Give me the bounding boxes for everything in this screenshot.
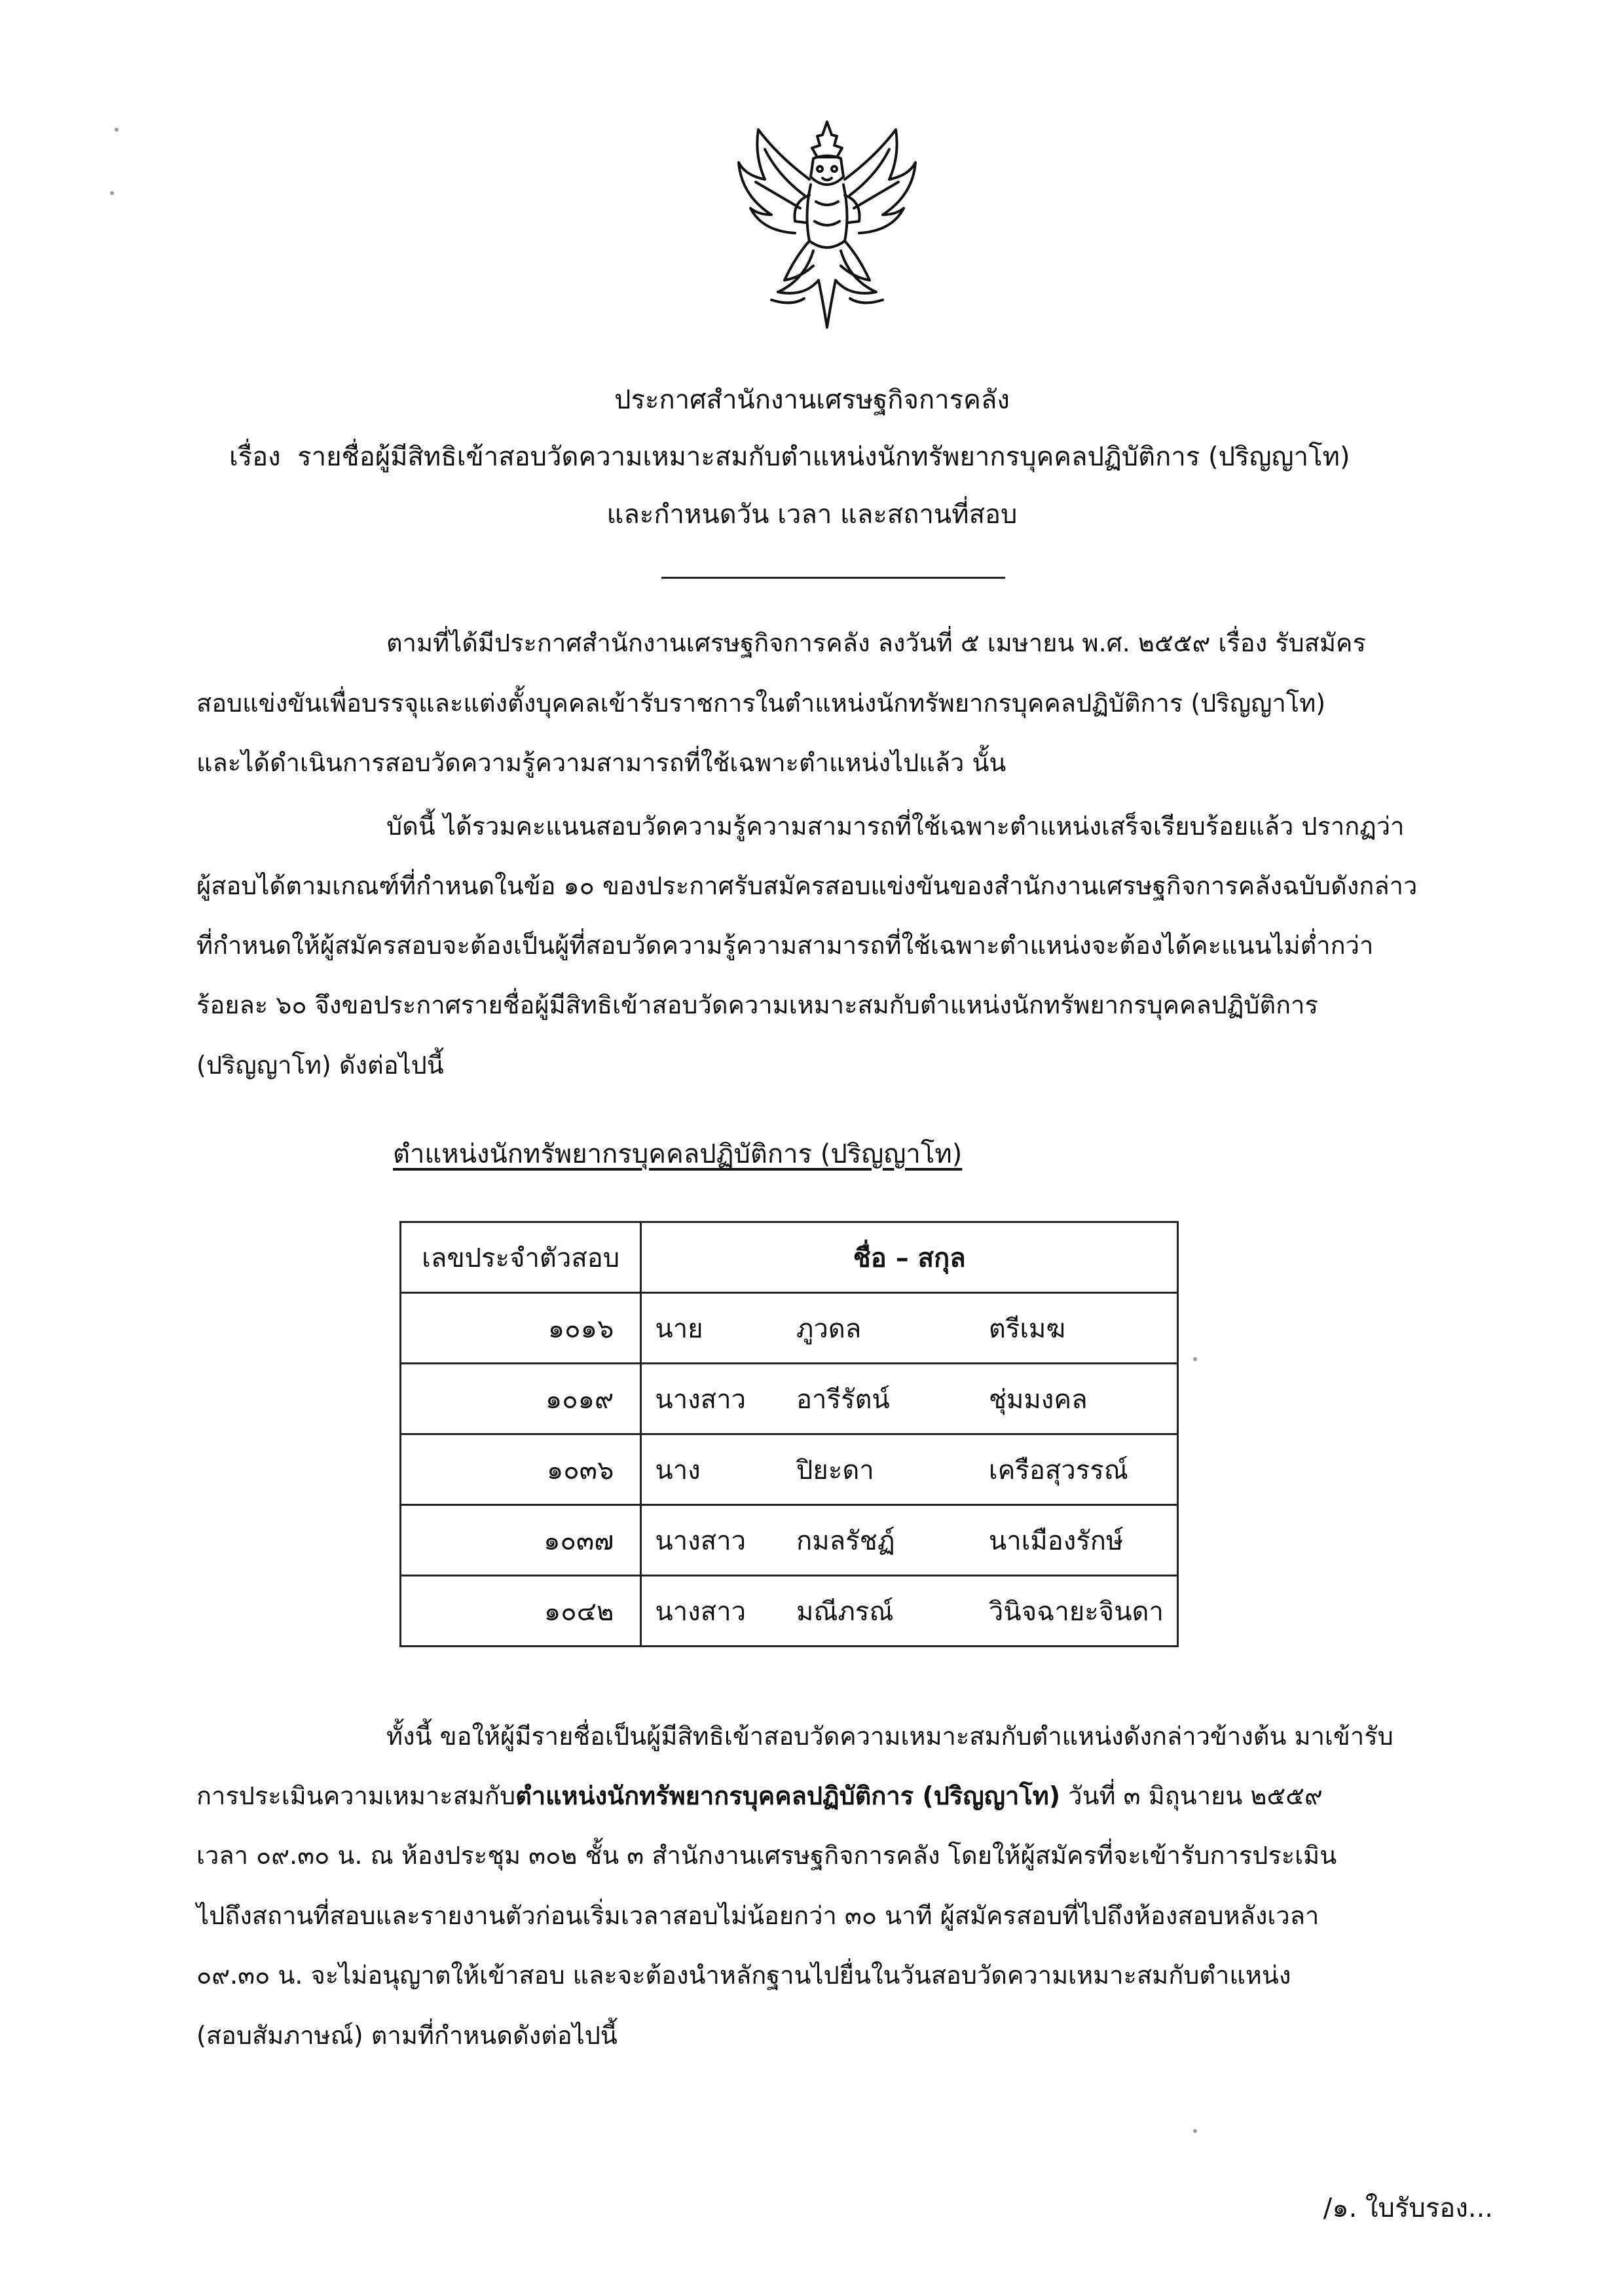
- paragraph-2-line: (ปริญญาโท) ดังต่อไปนี้: [196, 1051, 444, 1080]
- paragraph-3-line: ทั้งนี้ ขอให้ผู้มีรายชื่อเป็นผู้มีสิทธิเข้าสอบวัดความเหมาะสมกับตำแหน่งดังกล่าวข้างต้น มาเข้ารับ: [386, 1722, 1393, 1751]
- scan-speck: [1193, 2129, 1197, 2133]
- last-name-cell: ชุ่มมงคล: [976, 1364, 1178, 1434]
- last-name-cell: นาเมืองรักษ์: [976, 1505, 1178, 1576]
- paragraph-3-line: เวลา ๐๙.๓๐ น. ณ ห้องประชุม ๓๐๒ ชั้น ๓ สำนักงานเศรษฐกิจการคลัง โดยให้ผู้สมัครที่จะเข้ารับการประเมิน: [196, 1841, 1337, 1870]
- last-name-cell: เครือสุวรรณ์: [976, 1434, 1178, 1505]
- table-row: [401, 1293, 1178, 1364]
- last-name-cell: วินิจฉายะจินดา: [976, 1576, 1178, 1647]
- paragraph-1-line: และได้ดำเนินการสอบวัดความรู้ความสามารถที่ใช้เฉพาะตำแหน่งไปแล้ว นั้น: [196, 748, 1006, 777]
- paragraph-3-line: [196, 1778, 1323, 1813]
- table-row: [401, 1434, 1178, 1505]
- prefix-cell: นางสาว: [641, 1505, 783, 1576]
- first-name-cell: อารีรัตน์: [783, 1364, 976, 1434]
- paragraph-3-line: ๐๙.๓๐ น. จะไม่อนุญาตให้เข้าสอบ และจะต้องนำหลักฐานไปยื่นในวันสอบวัดความเหมาะสมกับตำแหน่ง: [196, 1961, 1291, 1990]
- prefix-cell: นาย: [641, 1293, 783, 1364]
- table-row: [401, 1576, 1178, 1647]
- scan-speck: [1193, 1357, 1197, 1361]
- header-divider: [661, 577, 1005, 579]
- prefix-cell: นางสาว: [641, 1576, 783, 1647]
- paragraph-2-line: ที่กำหนดให้ผู้สมัครสอบจะต้องเป็นผู้ที่สอบวัดความรู้ความสามารถที่ใช้เฉพาะตำแหน่งจะต้องได้คะแนนไม่ต่ำกว่า: [196, 931, 1374, 960]
- paragraph-2-line: ร้อยละ ๖๐ จึงขอประกาศรายชื่อผู้มีสิทธิเข้าสอบวัดความเหมาะสมกับตำแหน่งนักทรัพยากรบุคคลปฏิบัติการ: [196, 991, 1318, 1019]
- paragraph-3-text: การประเมินความเหมาะสมกับ: [196, 1781, 516, 1810]
- paragraph-3-position-bold: ตำแหน่งนักทรัพยากรบุคคลปฏิบัติการ (ปริญญาโท): [515, 1781, 1061, 1810]
- paragraph-2-line: บัดนี้ ได้รวมคะแนนสอบวัดความรู้ความสามารถที่ใช้เฉพาะตำแหน่งเสร็จเรียบร้อยแล้ว ปรากฏว่า: [386, 812, 1405, 841]
- exam-id-cell: ๑๐๔๒: [401, 1576, 641, 1647]
- paragraph-2-line: ผู้สอบได้ตามเกณฑ์ที่กำหนดในข้อ ๑๐ ของประกาศรับสมัครสอบแข่งขันของสำนักงานเศรษฐกิจการคลังฉบับดังกล่าว: [196, 871, 1418, 900]
- first-name-cell: ภูวดล: [783, 1293, 976, 1364]
- subject-line: [229, 439, 1473, 475]
- paragraph-1-line: สอบแข่งขันเพื่อบรรจุและแต่งตั้งบุคคลเข้ารับราชการในตำแหน่งนักทรัพยากรบุคคลปฏิบัติการ (ปริญญาโท): [196, 689, 1326, 718]
- subject-line-2: และกำหนดวัน เวลา และสถานที่สอบ: [606, 500, 1018, 530]
- table-row: [401, 1364, 1178, 1434]
- paragraph-3-line: ไปถึงสถานที่สอบและรายงานตัวก่อนเริ่มเวลาสอบไม่น้อยกว่า ๓๐ นาที ผู้สมัครสอบที่ไปถึงห้องสอบหลังเวลา: [196, 1901, 1320, 1930]
- paragraph-3-line: (สอบสัมภาษณ์) ตามที่กำหนดดังต่อไปนี้: [196, 2021, 618, 2050]
- subject-label: เรื่อง: [229, 442, 281, 472]
- first-name-cell: กมลรัชฏ์: [783, 1505, 976, 1576]
- first-name-cell: มณีภรณ์: [783, 1576, 976, 1647]
- paragraph-1-line: ตามที่ได้มีประกาศสำนักงานเศรษฐกิจการคลัง ลงวันที่ ๕ เมษายน พ.ศ. ๒๕๕๙ เรื่อง รับสมัคร: [386, 629, 1366, 657]
- exam-id-cell: ๑๐๓๗: [401, 1505, 641, 1576]
- section-heading: ตำแหน่งนักทรัพยากรบุคคลปฏิบัติการ (ปริญญาโท): [393, 1139, 963, 1169]
- document-title: ประกาศสำนักงานเศรษฐกิจการคลัง: [614, 385, 1010, 415]
- prefix-cell: นางสาว: [641, 1364, 783, 1434]
- candidate-table: [399, 1221, 1179, 1647]
- scan-speck: [110, 191, 114, 195]
- exam-id-cell: ๑๐๓๖: [401, 1434, 641, 1505]
- exam-id-cell: ๑๐๑๙: [401, 1364, 641, 1434]
- continuation-reference: /๑. ใบรับรอง...: [1323, 2193, 1493, 2223]
- exam-id-cell: ๑๐๑๖: [401, 1293, 641, 1364]
- garuda-emblem-icon: [732, 117, 922, 333]
- prefix-cell: นาง: [641, 1434, 783, 1505]
- header-full-name: ชื่อ – สกุล: [641, 1222, 1178, 1293]
- subject-text: รายชื่อผู้มีสิทธิเข้าสอบวัดความเหมาะสมกับตำแหน่งนักทรัพยากรบุคคลปฏิบัติการ (ปริญญาโท): [297, 442, 1350, 472]
- last-name-cell: ตรีเมฆ: [976, 1293, 1178, 1364]
- paragraph-3-date: วันที่ ๓ มิถุนายน ๒๕๕๙: [1060, 1781, 1323, 1810]
- table-row: [401, 1505, 1178, 1576]
- first-name-cell: ปิยะดา: [783, 1434, 976, 1505]
- header-exam-id: เลขประจำตัวสอบ: [401, 1222, 641, 1293]
- table-header-row: [401, 1222, 1178, 1293]
- scan-speck: [115, 128, 119, 132]
